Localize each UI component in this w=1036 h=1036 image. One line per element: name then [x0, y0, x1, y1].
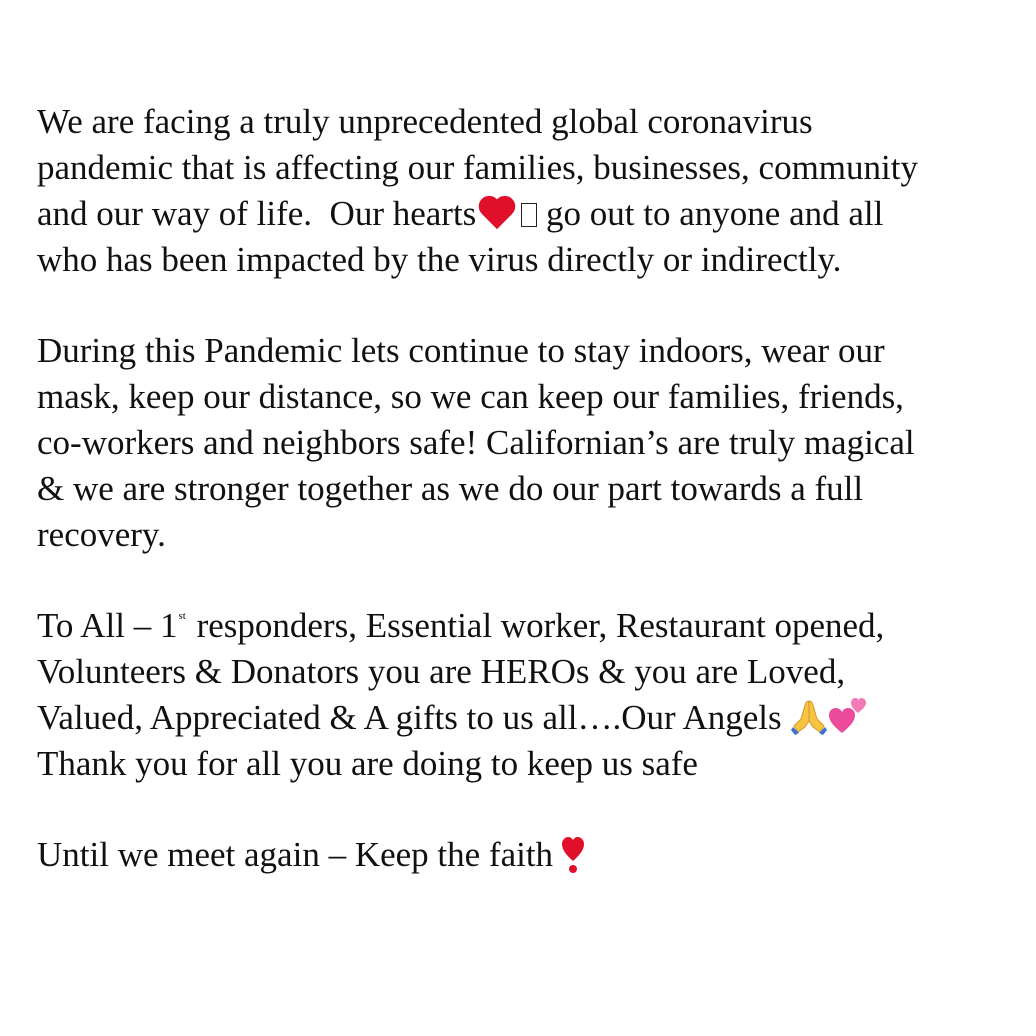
- paragraph-3-line-3: [37, 695, 868, 741]
- paragraph-1-line-4: who has been impacted by the virus directly or indirectly.: [37, 240, 842, 279]
- paragraph-1-line-3: [37, 191, 883, 237]
- paragraph-3-line-4: Thank you for all you are doing to keep us safe: [37, 744, 698, 783]
- two-pink-hearts-icon: [828, 697, 868, 735]
- paragraph-2-line-2: mask, keep our distance, so we can keep our families, friends,: [37, 377, 904, 416]
- paragraph-3-line-3-text: Valued, Appreciated & A gifts to us all….Our Angels: [37, 698, 791, 737]
- folded-hands-icon: [790, 697, 828, 735]
- paragraph-1-line-3-text-a: and our way of life. Our hearts: [37, 194, 477, 233]
- paragraph-2-line-1: During this Pandemic lets continue to stay indoors, wear our: [37, 331, 885, 370]
- paragraph-2-line-4: & we are stronger together as we do our part towards a full: [37, 469, 864, 508]
- ordinal-superscript: st: [178, 610, 186, 622]
- red-heart-icon: [476, 195, 518, 229]
- paragraph-4-line-1: [37, 832, 585, 878]
- paragraph-1-line-2: pandemic that is affecting our families, businesses, community: [37, 148, 918, 187]
- paragraph-3-line-1-text-b: responders, Essential worker, Restaurant opened,: [187, 606, 885, 645]
- paragraph-1-line-1: We are facing a truly unprecedented global coronavirus: [37, 102, 813, 141]
- paragraph-3-line-1: [37, 603, 884, 649]
- paragraph-3-line-1-text-a: To All – 1: [37, 606, 178, 645]
- heart-exclamation-icon: [561, 834, 585, 874]
- paragraph-2-line-5: recovery.: [37, 515, 166, 554]
- paragraph-2-line-3: co-workers and neighbors safe! Californian’s are truly magical: [37, 423, 915, 462]
- missing-glyph-box-icon: [521, 203, 537, 227]
- paragraph-3-line-2: Volunteers & Donators you are HEROs & you are Loved,: [37, 652, 846, 691]
- paragraph-4-line-1-text: Until we meet again – Keep the faith: [37, 835, 554, 874]
- paragraph-1-line-3-text-b: go out to anyone and all: [537, 194, 884, 233]
